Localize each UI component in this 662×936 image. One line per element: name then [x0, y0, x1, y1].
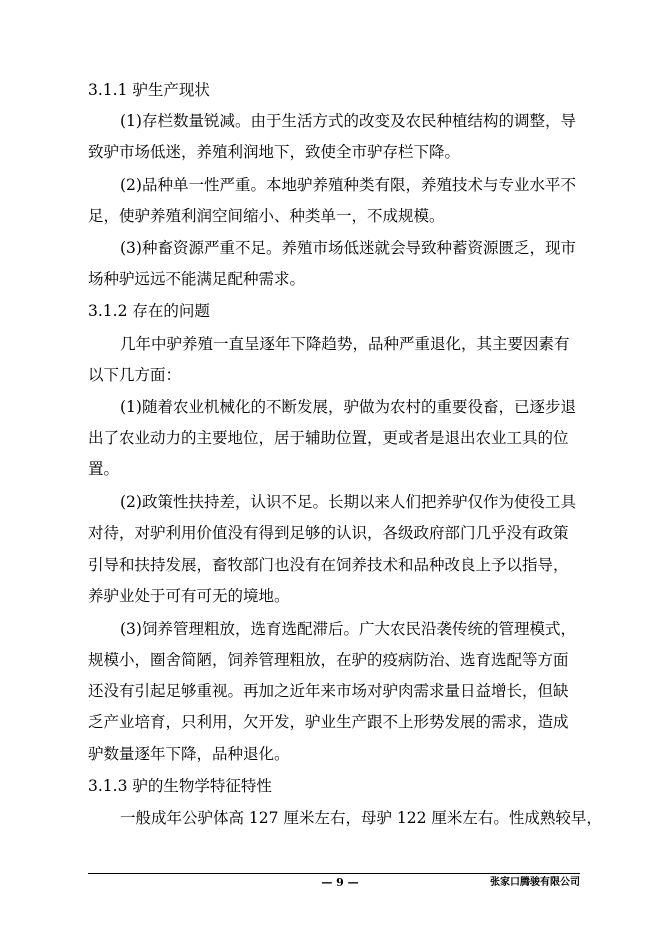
- page-number: — 9 —: [321, 876, 359, 889]
- paragraph-line: (2)品种单一性严重。本地驴养殖种类有限，养殖技术与专业水平不: [120, 176, 576, 194]
- paragraph-line: 乏产业培育，只利用，欠开发，驴业生产跟不上形势发展的需求，造成: [88, 713, 569, 731]
- paragraph-line: (3)饲养管理粗放，选育选配滞后。广大农民沿袭传统的管理模式，: [120, 620, 576, 638]
- paragraph-line: 以下几方面：: [88, 366, 182, 384]
- section-heading-3-1-1: 3.1.1 驴生产现状: [88, 81, 210, 99]
- paragraph-line: 足，使驴养殖利润空间缩小、种类单一，不成规模。: [88, 207, 445, 225]
- paragraph-line: (3)种畜资源严重不足。养殖市场低迷就会导致种蓄资源匮乏，现市: [120, 239, 576, 257]
- footer-divider: [88, 873, 580, 874]
- paragraph-line: 驴数量逐年下降，品种退化。: [88, 745, 290, 763]
- paragraph-line: (1)随着农业机械化的不断发展，驴做为农村的重要役畜，已逐步退: [120, 398, 576, 416]
- paragraph-line: (1)存栏数量锐减。由于生活方式的改变及农民种植结构的调整，导: [120, 112, 576, 130]
- paragraph-line: 出了农业动力的主要地位，居于辅助位置，更或者是退出农业工具的位: [88, 429, 569, 447]
- paragraph-line: 致驴市场低迷，养殖利润地下，致使全市驴存栏下降。: [88, 143, 461, 161]
- paragraph-line: 规模小，圈舍简陋，饲养管理粗放，在驴的疫病防治、选育选配等方面: [88, 651, 569, 669]
- paragraph-line: 引导和扶持发展，畜牧部门也没有在饲养技术和品种改良上予以指导，: [88, 556, 569, 574]
- paragraph-line: 养驴业处于可有可无的境地。: [88, 587, 290, 605]
- paragraph-line: 几年中驴养殖一直呈逐年下降趋势，品种严重退化，其主要因素有: [120, 335, 570, 353]
- paragraph-line: 置。: [88, 460, 120, 478]
- section-heading-3-1-2: 3.1.2 存在的问题: [88, 302, 210, 320]
- paragraph-line: 对待，对驴利用价值没有得到足够的认识，各级政府部门几乎没有政策: [88, 524, 569, 542]
- section-heading-3-1-3: 3.1.3 驴的生物学特征特性: [88, 777, 272, 795]
- paragraph-line: 一般成年公驴体高 127 厘米左右，母驴 122 厘米左右。性成熟较早，: [120, 809, 602, 827]
- paragraph-line: 场种驴远远不能满足配种需求。: [88, 270, 306, 288]
- paragraph-line: 还没有引起足够重视。再加之近年来市场对驴肉需求量日益增长，但缺: [88, 682, 569, 700]
- paragraph-line: (2)政策性扶持差，认识不足。长期以来人们把养驴仅作为使役工具: [120, 493, 576, 511]
- footer-company-name: 张家口腾骏有限公司: [490, 877, 580, 888]
